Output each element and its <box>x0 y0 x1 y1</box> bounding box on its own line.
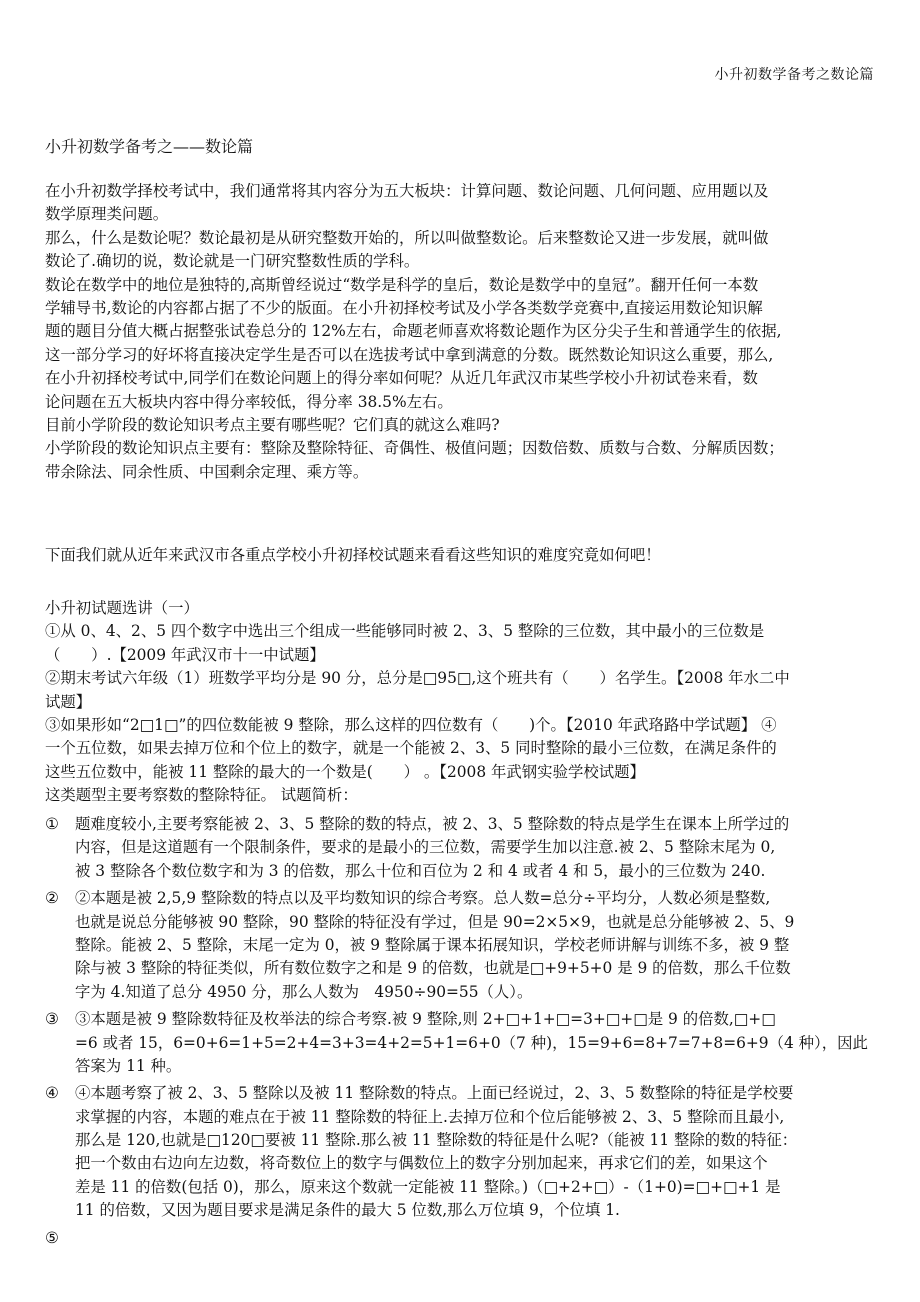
question-line: 这些五位数中，能被 11 整除的最大的一个数是( ） 。【2008 年武钢实验学校试题】 <box>45 762 645 781</box>
item-marker: ⑤ <box>45 1228 59 1247</box>
intro-section <box>45 180 885 484</box>
transition-text: 下面我们就从近年来武汉市各重点学校小升初择校试题来看看这些知识的难度究竟如何吧！ <box>45 546 661 564</box>
empty-line <box>75 1227 885 1250</box>
intro-line: 在小升初数学择校考试中，我们通常将其内容分为五大板块：计算问题、数论问题、几何问题、应用题以及 <box>45 182 769 200</box>
analysis-item <box>45 1082 885 1222</box>
analysis-line: 差是 11 的倍数(包括 0)，那么，原来这个数就一定能被 11 整除。)（□+2+□）-（1+0)=□+□+1 是 <box>75 1177 781 1196</box>
page-header: 小升初数学备考之数论篇 <box>714 67 874 83</box>
analysis-item <box>45 887 885 1004</box>
intro-line: 题的题目分值大概占据整张试卷总分的 12%左右，命题老师喜欢将数论题作为区分尖子生和普通学生的依据, <box>45 322 782 341</box>
analysis-line: 整除。能被 2、5 整除，末尾一定为 0，被 9 整除属于课本拓展知识，学校老师讲解与训练不多，被 9 整 <box>75 935 790 954</box>
document-title: 小升初数学备考之——数论篇 <box>45 137 254 156</box>
intro-line: 数学原理类问题。 <box>45 205 169 224</box>
question-line: 这类题型主要考察数的整除特征。 试题简析： <box>45 786 358 805</box>
analysis-line: 求掌握的内容，本题的难点在于被 11 整除数的特征上.去掉万位和个位后能够被 2、3、5 整除而且最小, <box>75 1107 785 1126</box>
intro-line: 小学阶段的数论知识点主要有：整除及整除特征、奇偶性、极值问题；因数倍数、质数与合数、分解质因数； <box>45 439 784 458</box>
analysis-line: 题难度较小,主要考察能被 2、3、5 整除的数的特点，被 2、3、5 整除数的特点是学生在课本上所学过的 <box>75 815 790 833</box>
questions-section <box>45 597 885 808</box>
intro-line: 数论在数学中的地位是独特的,高斯曾经说过“数学是科学的皇后，数论是数学中的皇冠”。翻开任何一本数 <box>45 275 759 294</box>
analysis-line: ④本题考察了被 2、3、5 整除以及被 11 整除数的特点。上面已经说过，2、3、5 数整除的特征是学校要 <box>75 1084 794 1103</box>
intro-line: 那么，什么是数论呢？数论最初是从研究整数开始的，所以叫做整数论。后来整数论又进一步发展，就叫做 <box>45 228 769 247</box>
analysis-line: =6 或者 15，6=0+6=1+5=2+4=3+3=4+2=5+1=6+0（7 种)，15=9+6=8+7=7+8=6+9（4 种），因此 <box>75 1033 868 1052</box>
section-title: 小升初试题选讲（一） <box>45 599 199 617</box>
intro-line: 数论了.确切的说，数论就是一门研究整数性质的学科。 <box>45 252 420 271</box>
item-marker: ① <box>45 815 59 833</box>
analysis-line: 内容，但是这道题有一个限制条件，要求的是最小的三位数，需要学生加以注意.被 2、5 整除末尾为 0, <box>75 838 776 857</box>
analysis-line: ③本题是被 9 整除数特征及枚举法的综合考察.被 9 整除,则 2+□+1+□=3+□+□是 9 的倍数,□+□ <box>75 1010 776 1029</box>
analysis-line: 也就是说总分能够被 90 整除，90 整除的特征没有学过，但是 90=2×5×9，也就是总分能够被 2、5、9 <box>75 912 795 931</box>
intro-line: 论问题在五大板块内容中得分率较低，得分率 38.5%左右。 <box>45 392 453 411</box>
analysis-line: 11 的倍数，又因为题目要求是满足条件的最大 5 位数,那么万位填 9，个位填 1. <box>75 1201 620 1220</box>
intro-line: 在小升初择校考试中,同学们在数论问题上的得分率如何呢？从近几年武汉市某些学校小升初试卷来看，数 <box>45 369 758 388</box>
analysis-line: 那么是 120,也就是□120□要被 11 整除.那么被 11 整除数的特征是什么呢?（能被 11 整除的数的特征： <box>75 1131 798 1150</box>
transition-paragraph <box>45 544 885 567</box>
question-line: 一个五位数，如果去掉万位和个位上的数字，就是一个能被 2、3、5 同时整除的最小三位数，在满足条件的 <box>45 739 777 758</box>
analysis-item <box>45 1008 885 1078</box>
item-marker: ③ <box>45 1010 59 1029</box>
question-line: （ ）.【2009 年武汉市十一中试题】 <box>45 645 325 664</box>
item-marker: ④ <box>45 1084 59 1103</box>
analysis-item <box>45 813 885 883</box>
analysis-line: 把一个数由右边向左边数，将奇数位上的数字与偶数位上的数字分别加起来，再求它们的差，如果这个 <box>75 1154 768 1173</box>
analysis-line: 答案为 11 种。 <box>75 1056 182 1075</box>
question-line: ②期末考试六年级（1）班数学平均分是 90 分，总分是□95□,这个班共有（ ）名学生。【2008 年水二中 <box>45 669 790 688</box>
analysis-item <box>45 1227 885 1250</box>
question-line: 试题】 <box>45 692 92 711</box>
intro-line: 这一部分学习的好坏将直接决定学生是否可以在选拔考试中拿到满意的分数。既然数论知识这么重要，那么, <box>45 345 774 364</box>
analysis-line: 字为 4.知道了总分 4950 分，那么人数为 4950÷90=55（人）。 <box>75 982 533 1001</box>
analysis-line: 除与被 3 整除的特征类似，所有数位数字之和是 9 的倍数，也就是□+9+5+0 是 9 的倍数，那么千位数 <box>75 959 791 978</box>
analysis-line: 被 3 整除各个数位数字和为 3 的倍数，那么十位和百位为 2 和 4 或者 4 和 5，最小的三位数为 240. <box>75 861 766 880</box>
analysis-line: ②本题是被 2,5,9 整除数的特点以及平均数知识的综合考察。总人数=总分÷平均分，人数必须是整数, <box>75 889 771 908</box>
intro-line: 目前小学阶段的数论知识考点主要有哪些呢？它们真的就这么难吗? <box>45 415 500 434</box>
intro-line: 带余除法、同余性质、中国剩余定理、乘方等。 <box>45 462 369 481</box>
analysis-section <box>45 813 885 1250</box>
intro-line: 学辅导书,数论的内容都占据了不少的版面。在小升初择校考试及小学各类数学竞赛中,直接运用数论知识解 <box>45 298 763 317</box>
question-line: ①从 0、4、2、5 四个数字中选出三个组成一些能够同时被 2、3、5 整除的三位数，其中最小的三位数是 <box>45 622 765 641</box>
item-marker: ② <box>45 889 59 908</box>
question-line: ③如果形如“2□1□”的四位数能被 9 整除，那么这样的四位数有（ )个。【2010 年武珞路中学试题】 ④ <box>45 715 777 734</box>
